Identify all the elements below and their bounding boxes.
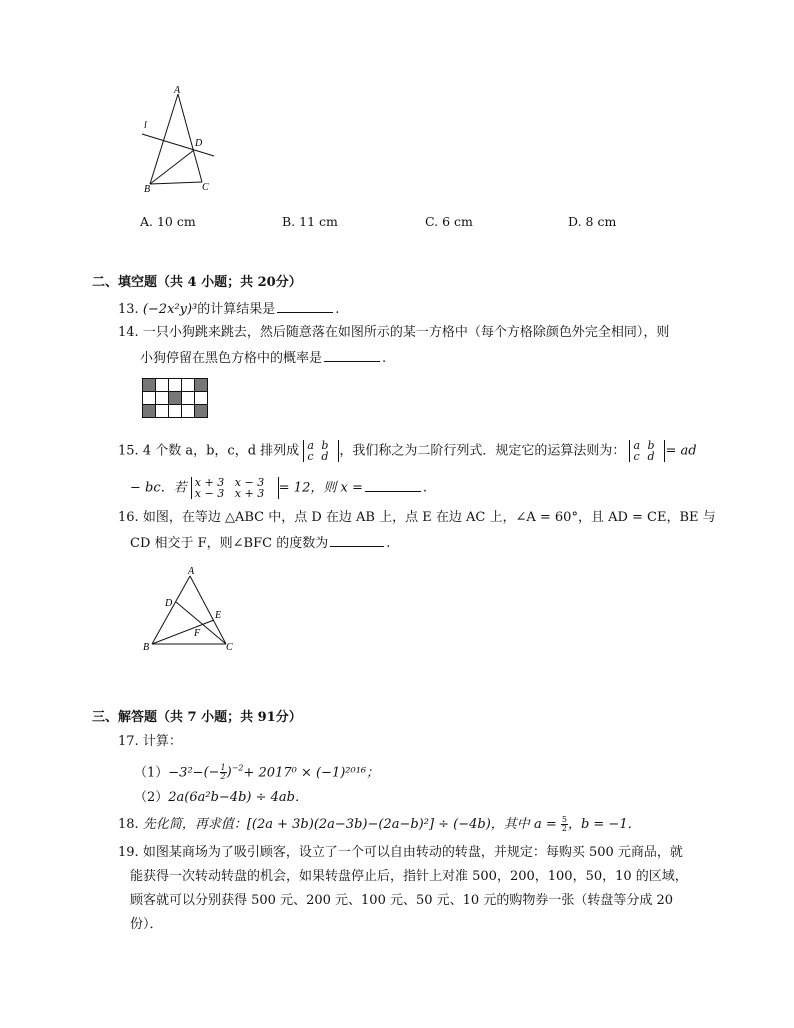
label-b: B: [143, 642, 150, 653]
section-2-title: 二、填空题（共 4 小题；共 20分）: [92, 275, 302, 290]
label-l: l: [144, 120, 147, 131]
question-17-part-1: （1）−3²−(− $\frac{1}{2}$ )$^{-2}$+ 2017⁰ × (−1)²⁰¹⁶；: [134, 763, 380, 782]
segment-be: [152, 620, 214, 644]
white-cell: [156, 379, 169, 392]
white-cell: [182, 405, 195, 418]
label-d: D: [165, 598, 173, 609]
q16-number: 16.: [118, 510, 139, 525]
question-14-line1: 14. 一只小狗跳来跳去，然后随意落在如图所示的某一方格中（每个方格除颜色外完全相同），则: [118, 325, 670, 340]
black-cell: [195, 379, 208, 392]
q17-fraction: $\frac{1}{2}$: [220, 763, 226, 782]
white-cell: [182, 392, 195, 405]
black-cell: [143, 379, 156, 392]
q15-number: 15.: [118, 443, 139, 459]
figure-equilateral-triangle: [138, 564, 238, 656]
q18-number: 18.: [118, 817, 139, 832]
question-18: 18. 先化简，再求值：[(2a + 3b)(2a−3b)−(2a−b)²] ÷ (−4b)，其中 a = $\frac{5}{2}$ ，b = −1．: [118, 815, 641, 833]
white-cell: [182, 379, 195, 392]
label-c: C: [202, 182, 209, 193]
label-f: F: [194, 628, 201, 639]
question-16-line2: CD 相交于 F，则∠BFC 的度数为 .: [130, 536, 391, 551]
white-cell: [169, 379, 182, 392]
white-cell: [156, 392, 169, 405]
q14-number: 14.: [118, 325, 139, 340]
label-b: B: [144, 184, 151, 195]
q16-answer-blank[interactable]: [330, 534, 384, 547]
q13-expression: (−2x²y)³: [142, 302, 198, 317]
edge-ab: [152, 576, 190, 644]
black-cell: [195, 405, 208, 418]
white-cell: [143, 392, 156, 405]
q18-fraction: $\frac{5}{2}$: [561, 815, 567, 833]
q13-number: 13.: [118, 302, 139, 317]
option-d: D. 8 cm: [568, 214, 617, 229]
edge-ab: [150, 94, 178, 184]
question-17-part-2: （2）2a(6a²b−4b) ÷ 4ab．: [134, 790, 308, 805]
question-17: 17. 计算：: [118, 734, 182, 749]
q14-answer-blank[interactable]: [324, 349, 380, 362]
q15-answer-blank[interactable]: [365, 479, 421, 492]
label-a: A: [188, 566, 195, 577]
question-19-line4: 份）．: [130, 917, 163, 932]
option-b: B. 11 cm: [282, 214, 338, 229]
black-cell: [169, 392, 182, 405]
question-15-line2: − bc．若 x + 3 x − 3 x − 3 x + 3 = 12，则 x = .: [130, 476, 427, 500]
question-19-line3: 顾客就可以分别获得 500 元、200 元、100 元、50 元、10 元的购物券一张（转盘等分成 20: [130, 893, 673, 908]
question-19-line2: 能获得一次转动转盘的机会，如果转盘停止后，指针上对准 500，200，100，50，10 的区域，: [130, 869, 688, 884]
edge-bd: [150, 150, 194, 184]
line-l: [142, 134, 214, 156]
option-c: C. 6 cm: [425, 214, 473, 229]
label-e: E: [215, 610, 222, 621]
label-d: D: [195, 138, 203, 149]
white-cell: [195, 392, 208, 405]
black-cell: [143, 405, 156, 418]
q15-determinant-2: a b c d: [629, 440, 665, 462]
question-14-line2: 小狗停留在黑色方格中的概率是 .: [140, 351, 387, 366]
question-15-line1: 15. 4 个数 a，b，c，d 排列成 a b c d ，我们称之为二阶行列式．规定它的运算法则为： a b c d = ad: [118, 439, 697, 463]
section-3-title: 三、解答题（共 7 小题；共 91分）: [92, 710, 302, 725]
q13-text: 的计算结果是: [197, 302, 276, 317]
question-16-line1: 16. 如图，在等边 △ABC 中，点 D 在边 AB 上，点 E 在边 AC 上，∠A = 60°，且 AD = CE，BE 与: [118, 510, 716, 525]
q15-determinant-1: a b c d: [303, 440, 339, 462]
white-cell: [156, 405, 169, 418]
label-a: A: [174, 85, 181, 96]
white-cell: [169, 405, 182, 418]
q14-grid-figure: [142, 378, 208, 418]
figure-triangle-abc-line-l: [130, 82, 220, 197]
q13-answer-blank[interactable]: [277, 300, 333, 313]
q15-determinant-3: x + 3 x − 3 x − 3 x + 3: [191, 477, 279, 499]
segment-cd: [176, 602, 226, 644]
question-13: 13. (−2x²y)³的计算结果是 .: [118, 302, 340, 317]
question-19-line1: 19. 如图某商场为了吸引顾客，设立了一个可以自由转动的转盘，并规定：每购买 500 元商品，就: [118, 845, 683, 860]
q19-number: 19.: [118, 845, 139, 860]
edge-bc: [150, 182, 202, 184]
label-c: C: [226, 642, 233, 653]
q17-number: 17.: [118, 734, 139, 749]
option-a: A. 10 cm: [140, 214, 196, 229]
